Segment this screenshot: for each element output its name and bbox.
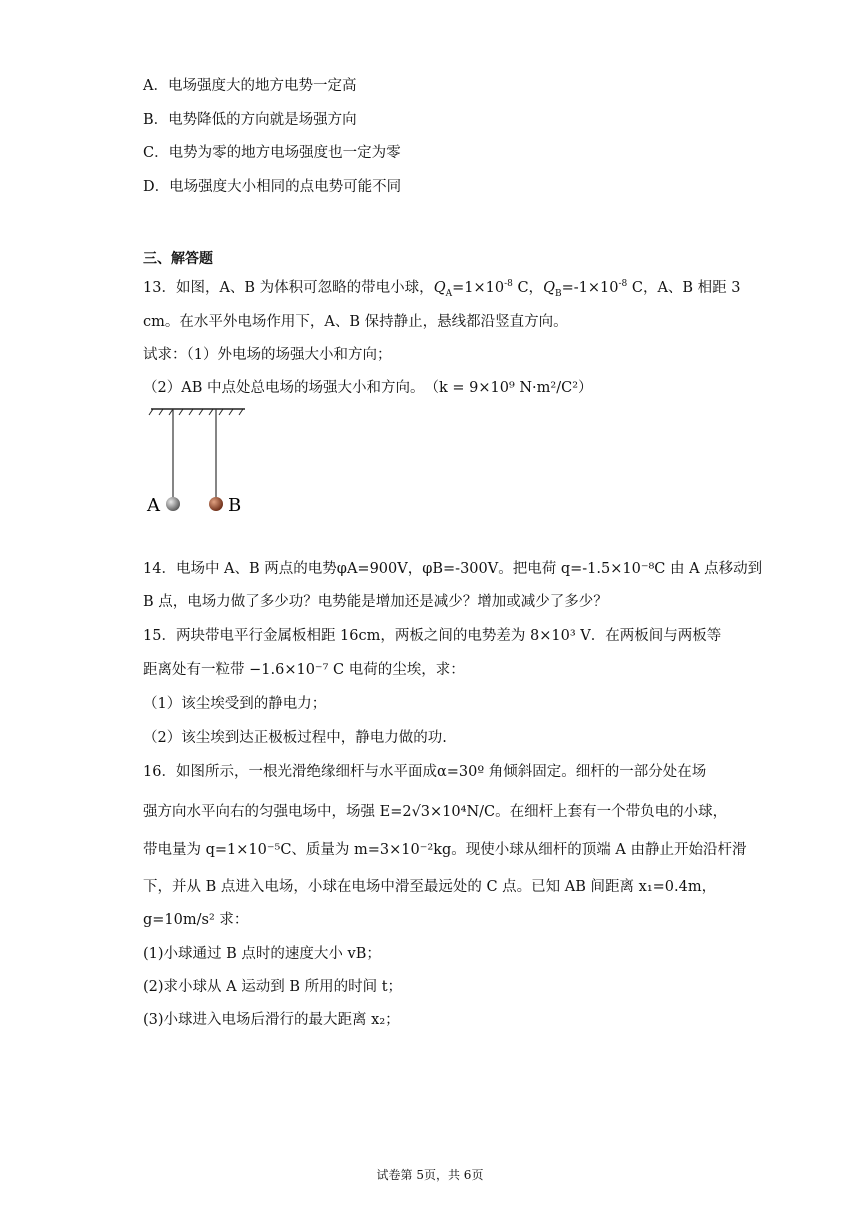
q13-line-2: cm。在水平外电场作用下，A、B 保持静止，悬线都沿竖直方向。 (143, 314, 568, 330)
q15-line-2: 距离处有一粒带 −1.6×10⁻⁷ C 电荷的尘埃，求： (143, 662, 465, 678)
ball-b (209, 497, 223, 511)
label-b: B (228, 495, 242, 516)
pendulum-figure (143, 405, 263, 520)
option-a: A．电场强度大的地方电势一定高 (143, 78, 357, 94)
q13-line-4: （2）AB 中点处总电场的场强大小和方向。 （k = 9×10⁹ N·m²/C²） (143, 380, 593, 396)
q15-line-4: （2）该尘埃到达正极板过程中，静电力做的功. (143, 730, 447, 746)
q15-line-1: 15．两块带电平行金属板相距 16cm，两板之间的电势差为 8×10³ V．在两板间与两板等 (143, 628, 722, 644)
section-title: 三、解答题 (143, 251, 213, 267)
q16-line-4: 下，并从 B 点进入电场，小球在电场中滑至最远处的 C 点。已知 AB 间距离 x₁=0.4m， (143, 879, 717, 895)
q13-line-1: 13．如图，A、B 为体积可忽略的带电小球，$Q_A=1\times 10^{-8}$ C，$Q_B=-1\times 10^{-8}$ C，A、B 相距 3 (143, 279, 741, 299)
q13-line-3: 试求：（1）外电场的场强大小和方向； (143, 347, 392, 363)
q16-line-8: (3)小球进入电场后滑行的最大距离 x₂； (143, 1012, 400, 1028)
q16-line-2: 强方向水平向右的匀强电场中，场强 E=2√3×10⁴N/C。在细杆上套有一个带负电的小球， (143, 804, 728, 820)
q14-line-2: B 点，电场力做了多少功？电势能是增加还是减少？增加或减少了多少？ (143, 594, 608, 610)
q16-line-7: (2)求小球从 A 运动到 B 所用的时间 t； (143, 979, 403, 995)
option-c: C．电势为零的地方电场强度也一定为零 (143, 145, 401, 161)
option-d: D．电场强度大小相同的点电势可能不同 (143, 179, 402, 195)
q16-line-1: 16．如图所示，一根光滑绝缘细杆与水平面成α=30º 角倾斜固定。细杆的一部分处在场 (143, 764, 707, 780)
ball-a (166, 497, 180, 511)
q16-line-5: g=10m/s² 求： (143, 912, 249, 928)
q16-line-6: (1)小球通过 B 点时的速度大小 vB； (143, 946, 381, 962)
q14-line-1: 14．电场中 A、B 两点的电势φA=900V，φB=-300V。把电荷 q=-1.5×10⁻⁸C 由 A 点移动到 (143, 561, 763, 577)
label-a: A (147, 495, 160, 516)
option-b: B．电势降低的方向就是场强方向 (143, 112, 357, 128)
q15-line-3: （1）该尘埃受到的静电力； (143, 696, 327, 712)
page-footer: 试卷第 5页，共 6页 (376, 1168, 484, 1182)
q16-line-3: 带电量为 q=1×10⁻⁵C、质量为 m=3×10⁻²kg。现使小球从细杆的顶端 A 由静止开始沿杆滑 (143, 842, 747, 858)
